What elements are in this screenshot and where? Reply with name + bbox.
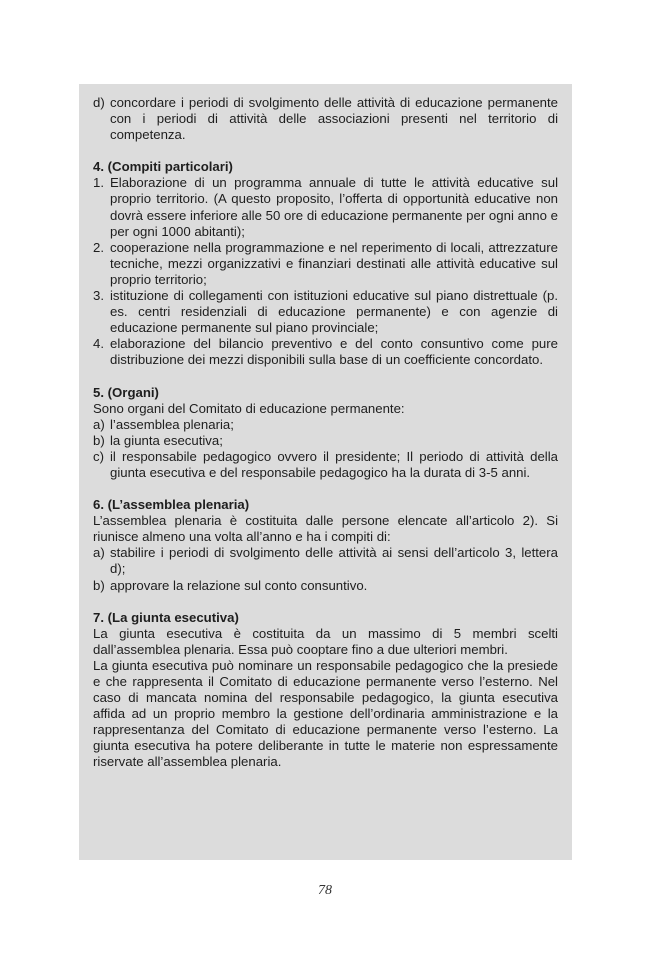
list-item — [93, 95, 558, 143]
list-item-text: l’assemblea plenaria; — [110, 416, 234, 432]
list-item-label: 4. — [93, 336, 104, 352]
list-item-label: b) — [93, 432, 105, 448]
list-item — [93, 545, 558, 577]
list-item-label: a) — [93, 545, 105, 561]
list-item-text: concordare i periodi di svolgimento delle attività di educazione permanente con i periodi di attività delle associazioni presenti nel territorio di competenza. — [110, 95, 558, 143]
list-item — [93, 433, 558, 449]
section-intro: Sono organi del Comitato di educazione permanente: — [93, 400, 405, 416]
list-item-text: cooperazione nella programmazione e nel reperimento di locali, attrezzature tecniche, mezzi organizzativi e finanziari destinati alle attività educative sul proprio territorio; — [110, 239, 558, 287]
list-item-text: istituzione di collegamenti con istituzioni educative sul piano distrettuale (p. es. centri residenziali di educazione permanente) e con agenzie di educazione permanente sul piano provinciale; — [110, 288, 558, 336]
section-heading: 6. (L’assemblea plenaria) — [93, 497, 250, 513]
list-item-text: stabilire i periodi di svolgimento delle attività ai sensi dell’articolo 3, lettera d); — [110, 545, 558, 577]
list-item-label: b) — [93, 577, 105, 593]
list-item — [93, 336, 558, 368]
list-item-text: approvare la relazione sul conto consuntivo. — [110, 577, 368, 593]
section-heading: 7. (La giunta esecutiva) — [93, 609, 239, 625]
list-item — [93, 449, 558, 481]
page-number: 78 — [318, 883, 332, 898]
list-item-text: il responsabile pedagogico ovvero il presidente; Il periodo di attività della giunta esecutiva e del responsabile pedagogico ha la durata di 3-5 anni. — [110, 448, 558, 480]
paragraph: La giunta esecutiva è costituita da un massimo di 5 membri scelti dall’assemblea plenaria. Essa può cooptare fino a due ulteriori membri. — [93, 625, 558, 657]
list-item-label: 3. — [93, 288, 104, 304]
list-item-text: elaborazione del bilancio preventivo e del conto consuntivo come pure distribuzione dei mezzi disponibili sulla base di un coefficiente concordato. — [110, 336, 558, 368]
list-item — [93, 240, 558, 288]
list-item — [93, 578, 558, 594]
list-item-label: c) — [93, 448, 104, 464]
list-item — [93, 288, 558, 336]
list-item-label: d) — [93, 95, 105, 110]
section-heading: 5. (Organi) — [93, 384, 159, 400]
document-text-box — [79, 84, 572, 860]
list-item-label: a) — [93, 416, 105, 432]
section-heading: 4. (Compiti particolari) — [93, 159, 233, 175]
list-item-text: Elaborazione di un programma annuale di tutte le attività educative sul proprio territorio. (A questo proposito, l’offerta di opportunità educative non dovrà essere inferiore alle 50 ore di educazione permanente per ogni anno e per ogni 1000 abitanti); — [110, 175, 558, 239]
section-intro: L’assemblea plenaria è costituita dalle persone elencate all’articolo 2). Si riunisce almeno una volta all’anno e ha i compiti di: — [93, 513, 558, 545]
list-item-label: 2. — [93, 239, 104, 255]
list-item — [93, 175, 558, 239]
list-item-text: la giunta esecutiva; — [110, 432, 223, 448]
list-item-label: 1. — [93, 175, 104, 191]
paragraph: La giunta esecutiva può nominare un responsabile pedagogico che la presiede e che rappresenta il Comitato di educazione permanente verso l’esterno. Nel caso di mancata nomina del responsabile pedagogico, la giunta esecutiva affida ad un proprio membro la gestione dell’ordinaria amministrazione e la rappresentanza del Comitato di educazione permanente verso l’esterno. La giunta esecutiva ha potere deliberante in tutte le materie non espressamente riservate all’assemblea plenaria. — [93, 657, 558, 770]
list-item — [93, 417, 558, 433]
